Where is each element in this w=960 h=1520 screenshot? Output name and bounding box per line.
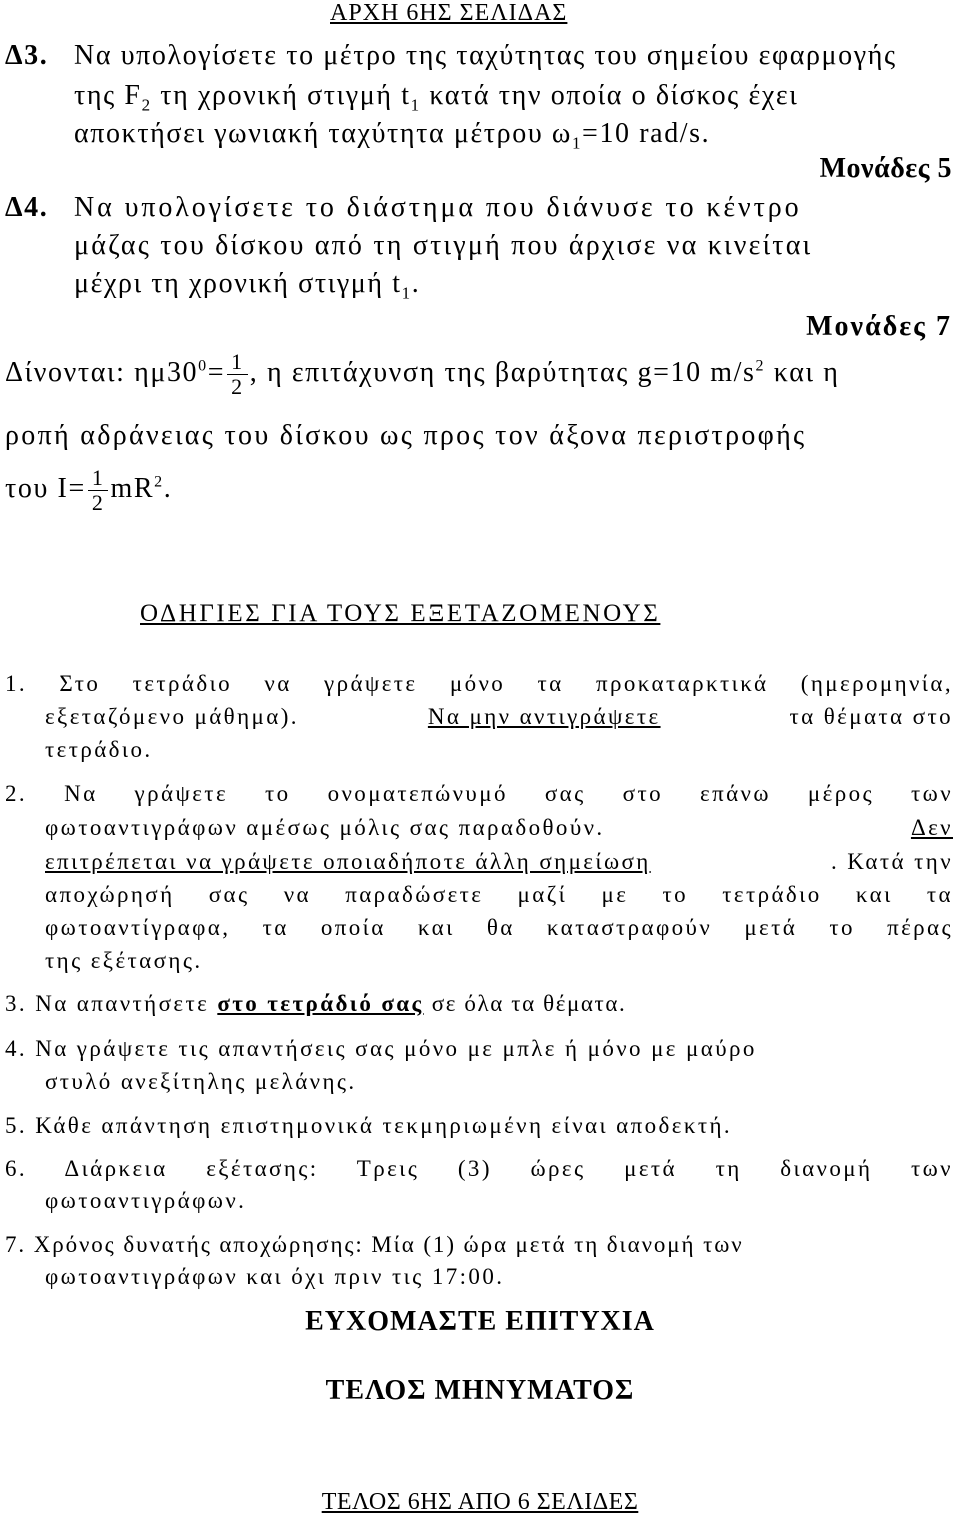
d3-line3-sub: 1 <box>571 133 583 153</box>
question-d4-marks: Μονάδες 7 <box>806 311 952 342</box>
given-degree: 0 <box>198 357 208 375</box>
question-d4-label: Δ4. <box>5 192 49 223</box>
instruction-2-line2 <box>45 815 953 841</box>
instruction-1-line2 <box>45 704 953 730</box>
instruction-3-a: 3. Να απαντήσετε <box>5 991 210 1016</box>
fraction-numerator: 1 <box>227 350 248 375</box>
instruction-1-line1: 1. Στο τετράδιο να γράψετε μόνο τα προκαταρκτικά (ημερομηνία, <box>5 671 953 696</box>
given-line3-sup: 2 <box>154 473 164 491</box>
question-d4-line3 <box>74 268 420 304</box>
d4-line3-part-b: . <box>411 268 421 299</box>
given-sup2: 2 <box>755 357 766 375</box>
instruction-2-line3-underlined: επιτρέπεται να γράψετε οποιαδήποτε άλλη σημείωση <box>45 849 651 874</box>
closing-end: ΤΕΛΟΣ ΜΗΝΥΜΑΤΟΣ <box>325 1375 635 1406</box>
given-middle: , η επιτάχυνση της βαρύτητας g=10 m/s <box>249 356 756 388</box>
given-line3 <box>5 466 172 515</box>
instruction-3-underlined: στο τετράδιό σας <box>217 991 424 1016</box>
question-d3-line3 <box>74 118 710 154</box>
given-line3-c: . <box>163 472 173 504</box>
instruction-2-line2-underlined: Δεν <box>910 815 953 840</box>
question-d4-line2: μάζας του δίσκου από τη στιγμή που άρχισε να κινείται <box>74 230 813 261</box>
instruction-1-line2-b: τα θέματα στο <box>789 704 953 729</box>
question-d3-marks: Μονάδες 5 <box>819 153 952 184</box>
instruction-5: 5. Κάθε απάντηση επιστημονικά τεκμηριωμένη είναι αποδεκτή. <box>5 1113 733 1138</box>
instruction-1-line2-a: εξεταζόμενο μάθημα). <box>45 704 299 729</box>
instruction-2-line4: αποχώρησή σας να παραδώσετε μαζί με το τετράδιο και τα <box>45 882 953 907</box>
instruction-2-line3-b: . Κατά την <box>830 849 953 874</box>
given-line2: ροπή αδράνειας του δίσκου ως προς τον άξονα περιστροφής <box>5 420 807 451</box>
instruction-3 <box>5 991 626 1017</box>
instruction-1-line2-underlined: Να μην αντιγράψετε <box>427 704 661 729</box>
d4-line3-sub: 1 <box>401 283 412 303</box>
given-line1 <box>5 350 839 399</box>
instruction-3-b: σε όλα τα θέματα. <box>431 991 627 1016</box>
d3-line2-part-a: της F <box>74 80 142 111</box>
given-eq: = <box>207 356 226 388</box>
instruction-2-line1: 2. Να γράψετε το ονοματεπώνυμό σας στο επάνω μέρος των <box>5 781 953 806</box>
d3-line2-sub2: 1 <box>410 95 421 115</box>
d4-line3-part-a: μέχρι τη χρονική στιγμή t <box>74 268 402 299</box>
instruction-2-line5: φωτοαντίγραφα, τα οποία και θα καταστραφούν μετά το πέρας <box>45 915 953 940</box>
instruction-7-line1: 7. Χρόνος δυνατής αποχώρησης: Μία (1) ώρα μετά τη διανομή των <box>5 1232 744 1257</box>
instruction-2-line6: της εξέτασης. <box>45 948 203 973</box>
given-end: και η <box>765 356 840 388</box>
given-prefix: Δίνονται: ημ30 <box>5 356 199 388</box>
given-line3-b: mR <box>110 472 155 504</box>
question-d3-line1: Να υπολογίσετε το μέτρο της ταχύτητας του σημείου εφαρμογής <box>74 40 897 71</box>
instruction-1-line3: τετράδιο. <box>45 737 153 762</box>
fraction2-denominator: 2 <box>91 490 105 515</box>
instruction-7-line2: φωτοαντιγράφων και όχι πριν τις 17:00. <box>45 1264 505 1289</box>
instruction-2-line3 <box>45 849 953 875</box>
instruction-4-line1: 4. Να γράψετε τις απαντήσεις σας μόνο με μπλε ή μόνο με μαύρο <box>5 1036 757 1061</box>
fraction2-numerator: 1 <box>88 466 109 491</box>
d3-line2-part-c: κατά την οποία ο δίσκος έχει <box>420 80 799 111</box>
page-footer: ΤΕΛΟΣ 6ΗΣ ΑΠΟ 6 ΣΕΛΙΔΕΣ <box>321 1489 639 1515</box>
d3-line2-sub: 2 <box>141 95 152 115</box>
question-d3-label: Δ3. <box>5 40 49 71</box>
given-line3-a: του I= <box>5 472 86 504</box>
d3-line2-part-b: τη χρονική στιγμή t <box>151 80 411 111</box>
instruction-4-line2: στυλό ανεξίτηλης μελάνης. <box>45 1069 357 1094</box>
fraction-one-half <box>227 350 248 399</box>
d3-line3-part-a: αποκτήσει γωνιακή ταχύτητα μέτρου ω <box>74 118 572 149</box>
fraction-one-half-inertia <box>88 466 109 515</box>
question-d4-line1: Να υπολογίσετε το διάστημα που διάνυσε το κέντρο <box>74 192 802 223</box>
fraction-denominator: 2 <box>231 374 244 399</box>
page-header: ΑΡΧΗ 6ΗΣ ΣΕΛΙΔΑΣ <box>330 0 568 26</box>
instruction-6-line2: φωτοαντιγράφων. <box>45 1188 247 1213</box>
d3-line3-part-b: =10 rad/s. <box>582 118 711 149</box>
instruction-2-line2-a: φωτοαντιγράφων αμέσως μόλις σας παραδοθούν. <box>45 815 605 840</box>
instruction-6-line1: 6. Διάρκεια εξέτασης: Τρεις (3) ώρες μετά τη διανομή των <box>5 1156 953 1181</box>
instructions-title: ΟΔΗΓΙΕΣ ΓΙΑ ΤΟΥΣ ΕΞΕΤΑΖΟΜΕΝΟΥΣ <box>140 600 661 627</box>
closing-wish: ΕΥΧΟΜΑΣΤΕ ΕΠΙΤΥΧΙΑ <box>305 1306 655 1337</box>
question-d3-line2 <box>74 80 798 116</box>
